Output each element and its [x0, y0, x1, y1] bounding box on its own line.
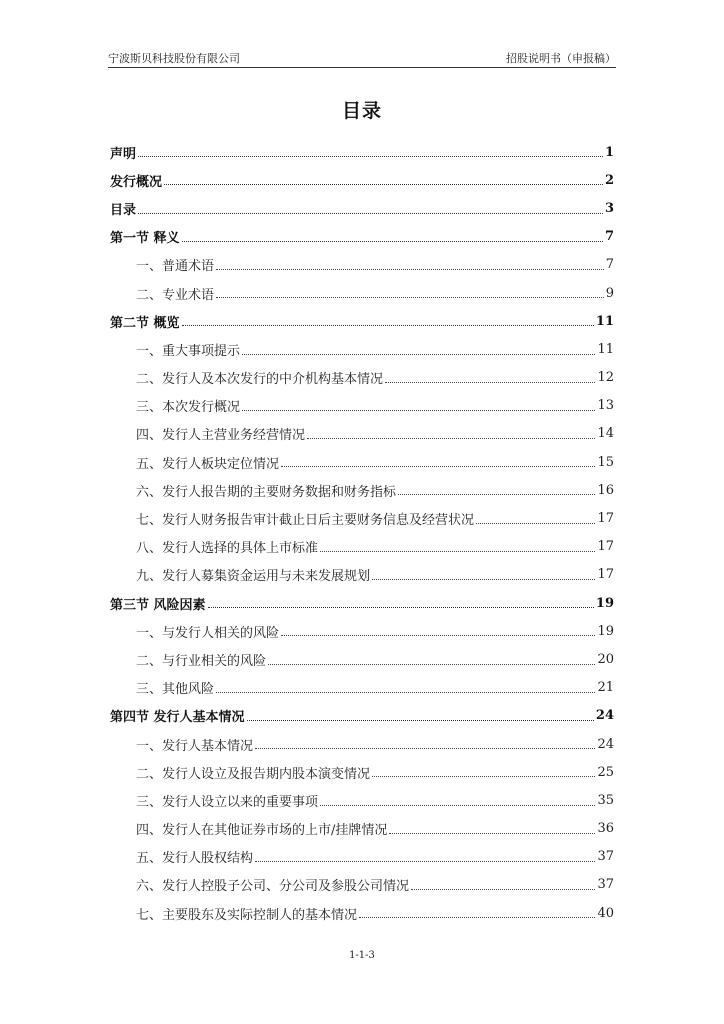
- toc-entry-title: 第二节 概览: [110, 315, 180, 331]
- toc-section-entry[interactable]: [110, 392, 614, 420]
- toc-entry-page: 3: [604, 200, 614, 216]
- toc-dot-leader: [268, 663, 595, 665]
- header-company: 宁波斯贝科技股份有限公司: [108, 52, 240, 65]
- toc-section-entry[interactable]: [110, 420, 614, 448]
- toc-dot-leader: [242, 353, 595, 355]
- toc-chapter-entry[interactable]: [110, 307, 614, 335]
- toc-dot-leader: [138, 155, 603, 157]
- toc-entry-page: 7: [604, 229, 614, 245]
- toc-entry-page: 17: [597, 567, 614, 583]
- toc-dot-leader: [372, 578, 595, 580]
- toc-dot-leader: [320, 804, 595, 806]
- toc-dot-leader: [307, 437, 595, 439]
- toc-entry-title: 八、发行人选择的具体上市标准: [136, 541, 319, 557]
- header-divider: [108, 67, 616, 68]
- toc-section-entry[interactable]: [110, 335, 614, 363]
- toc-entry-page: 40: [597, 905, 614, 921]
- toc-section-entry[interactable]: [110, 617, 614, 645]
- toc-entry-title: 二、与行业相关的风险: [136, 653, 267, 669]
- toc-section-entry[interactable]: [110, 730, 614, 758]
- toc-entry-title: 一、与发行人相关的风险: [136, 625, 280, 641]
- toc-dot-leader: [320, 550, 595, 552]
- toc-entry-title: 四、发行人在其他证券市场的上市/挂牌情况: [136, 823, 388, 839]
- toc-entry-page: 14: [597, 426, 614, 442]
- toc-chapter-entry[interactable]: [110, 138, 614, 166]
- toc-section-entry[interactable]: [110, 476, 614, 504]
- toc-entry-page: 1: [604, 144, 614, 160]
- toc-dot-leader: [216, 296, 604, 298]
- toc-entry-title: 九、发行人募集资金运用与未来发展规划: [136, 569, 371, 585]
- toc-entry-title: 六、发行人控股子公司、分公司及参股公司情况: [136, 879, 410, 895]
- toc-entry-title: 发行概况: [110, 174, 163, 190]
- toc-section-entry[interactable]: [110, 533, 614, 561]
- toc-dot-leader: [182, 240, 603, 242]
- toc-entry-title: 二、发行人设立及报告期内股本演变情况: [136, 766, 371, 782]
- toc-dot-leader: [389, 832, 595, 834]
- toc-entry-page: 24: [595, 708, 614, 724]
- toc-entry-title: 第三节 风险因素: [110, 597, 206, 613]
- header-doc-type: 招股说明书（申报稿）: [506, 52, 616, 65]
- toc-dot-leader: [138, 212, 603, 214]
- toc-entry-page: 17: [597, 539, 614, 555]
- toc-section-entry[interactable]: [110, 899, 614, 927]
- toc-dot-leader: [281, 634, 595, 636]
- toc-entry-title: 声明: [110, 146, 137, 162]
- toc-dot-leader: [398, 493, 595, 495]
- toc-entry-page: 37: [597, 877, 614, 893]
- toc-section-entry[interactable]: [110, 645, 614, 673]
- toc-dot-leader: [255, 747, 595, 749]
- toc-dot-leader: [385, 381, 595, 383]
- page-number: 1-1-3: [349, 950, 375, 961]
- page-header: [108, 50, 616, 66]
- toc-dot-leader: [372, 775, 595, 777]
- toc-section-entry[interactable]: [110, 815, 614, 843]
- toc-entry-page: 15: [597, 454, 614, 470]
- toc-entry-title: 三、发行人设立以来的重要事项: [136, 794, 319, 810]
- table-of-contents: [110, 138, 614, 927]
- toc-dot-leader: [216, 268, 604, 270]
- toc-chapter-entry[interactable]: [110, 589, 614, 617]
- toc-section-entry[interactable]: [110, 674, 614, 702]
- toc-entry-title: 一、普通术语: [136, 259, 215, 275]
- toc-entry-title: 六、发行人报告期的主要财务数据和财务指标: [136, 484, 397, 500]
- toc-entry-page: 25: [597, 764, 614, 780]
- toc-entry-title: 第四节 发行人基本情况: [110, 710, 245, 726]
- toc-entry-title: 七、发行人财务报告审计截止日后主要财务信息及经营状况: [136, 513, 475, 529]
- toc-entry-title: 三、本次发行概况: [136, 400, 241, 416]
- toc-section-entry[interactable]: [110, 364, 614, 392]
- toc-entry-page: 19: [597, 623, 614, 639]
- toc-entry-page: 2: [604, 172, 614, 188]
- toc-entry-title: 一、重大事项提示: [136, 343, 241, 359]
- page-title: 目录: [341, 100, 382, 122]
- toc-entry-title: 三、其他风险: [136, 682, 215, 698]
- toc-entry-title: 第一节 释义: [110, 231, 180, 247]
- toc-entry-page: 17: [597, 511, 614, 527]
- toc-dot-leader: [411, 888, 595, 890]
- toc-chapter-entry[interactable]: [110, 223, 614, 251]
- toc-dot-leader: [182, 324, 594, 326]
- toc-chapter-entry[interactable]: [110, 702, 614, 730]
- toc-dot-leader: [359, 916, 595, 918]
- toc-dot-leader: [476, 522, 595, 524]
- toc-section-entry[interactable]: [110, 758, 614, 786]
- toc-entry-page: 36: [597, 821, 614, 837]
- toc-section-entry[interactable]: [110, 561, 614, 589]
- toc-entry-page: 12: [597, 370, 614, 386]
- toc-entry-page: 20: [597, 651, 614, 667]
- toc-chapter-entry[interactable]: [110, 166, 614, 194]
- toc-entry-title: 二、发行人及本次发行的中介机构基本情况: [136, 372, 384, 388]
- toc-dot-leader: [247, 719, 594, 721]
- toc-entry-page: 11: [595, 313, 614, 329]
- toc-dot-leader: [164, 183, 603, 185]
- toc-entry-page: 7: [605, 257, 614, 273]
- toc-section-entry[interactable]: [110, 504, 614, 532]
- toc-dot-leader: [255, 860, 595, 862]
- toc-entry-title: 五、发行人股权结构: [136, 851, 254, 867]
- toc-entry-page: 35: [597, 792, 614, 808]
- toc-entry-page: 16: [597, 482, 614, 498]
- toc-entry-title: 二、专业术语: [136, 287, 215, 303]
- toc-entry-page: 13: [597, 398, 614, 414]
- toc-section-entry[interactable]: [110, 786, 614, 814]
- toc-entry-title: 七、主要股东及实际控制人的基本情况: [136, 907, 358, 923]
- toc-section-entry[interactable]: [110, 448, 614, 476]
- toc-entry-page: 21: [597, 680, 614, 696]
- toc-section-entry[interactable]: [110, 843, 614, 871]
- toc-chapter-entry[interactable]: [110, 194, 614, 222]
- toc-entry-title: 四、发行人主营业务经营情况: [136, 428, 306, 444]
- toc-entry-title: 一、发行人基本情况: [136, 738, 254, 754]
- toc-entry-title: 目录: [110, 202, 137, 218]
- toc-dot-leader: [281, 465, 595, 467]
- toc-dot-leader: [208, 606, 594, 608]
- toc-entry-page: 19: [595, 595, 614, 611]
- toc-section-entry[interactable]: [110, 251, 614, 279]
- toc-dot-leader: [242, 409, 595, 411]
- toc-section-entry[interactable]: [110, 871, 614, 899]
- toc-entry-title: 五、发行人板块定位情况: [136, 456, 280, 472]
- toc-section-entry[interactable]: [110, 279, 614, 307]
- toc-entry-page: 24: [597, 736, 614, 752]
- toc-entry-page: 11: [597, 341, 614, 357]
- toc-dot-leader: [216, 691, 595, 693]
- toc-entry-page: 9: [605, 285, 614, 301]
- toc-entry-page: 37: [597, 849, 614, 865]
